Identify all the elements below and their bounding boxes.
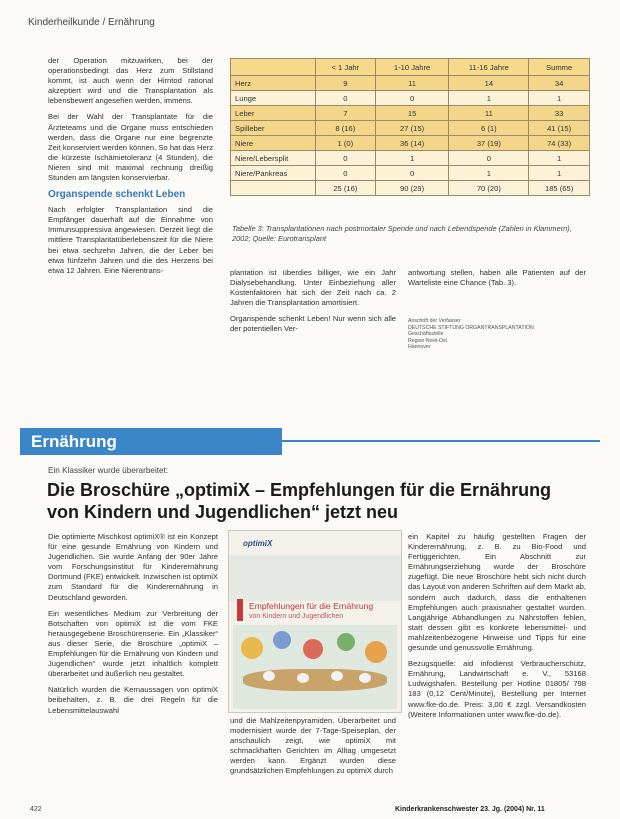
- table-row: [231, 166, 590, 181]
- paragraph: Ein wesentliches Medium zur Verbreitung der Botschaften von optimiX ist die vom FKE herausgegebene Broschürenserie. Ein „Klassiker“ aus dieser Serie, die Broschüre „optimiX – Empfehlungen für die Ernährung von Kindern und Jugendlichen“ wurde jetzt inhaltlich komplett überarbeitet und äußerlich neu gestaltet.: [48, 608, 218, 679]
- paragraph: Nach erfolgter Transplantation sind die Empfänger dauerhaft auf die Einnahme von Immunsuppressiva angewiesen. Derzeit liegt die mittlere Transplantatüberlebenszeit für die Niere bei etwa sechzehn Jahren, die der Leber bei etwa fünfzehn Jahren und die des Herzens bei etwa 12 Jahren. Eine Nierentrans-: [48, 205, 213, 275]
- table-header-cell: Summe: [529, 59, 590, 76]
- table-cell: 90 (29): [375, 181, 449, 196]
- table-cell: 1 (0): [316, 136, 376, 151]
- table-cell: 70 (20): [449, 181, 529, 196]
- nutrition-column-2: [230, 716, 396, 783]
- table-header-cell: < 1 Jahr: [316, 59, 376, 76]
- table-cell: 1: [449, 166, 529, 181]
- paragraph: Bezugsquelle: aid infodienst Verbraucherschutz, Ernährung, Landwirtschaft e. V., 53168 Ludwigshafen. Bestellung per Hotline 01805/ 798 183 (0,12 Cent/Minute), Bestellung per Internet www.fke-do.de. Preis: 3,00 € zzgl. Versandkosten (Weitere Informationen unter www.fke-do.de).: [408, 659, 586, 719]
- table-cell: 9: [316, 76, 376, 91]
- paragraph: Organspende schenkt Leben! Nur wenn sich alle der potentiellen Ver-: [230, 314, 396, 334]
- table-header-cell: 11-16 Jahre: [449, 59, 529, 76]
- table-cell: 8 (16): [316, 121, 376, 136]
- paragraph: Die optimierte Mischkost optimiX® ist ein Konzept für eine gesunde Ernährung von Kindern und Jugendlichen. Sie wurde Anfang der 90er Jahre vom Forschungsinstitut für Kinderernährung Dortmund (FKE) entwickelt. Inzwischen ist optimiX zum Standard für die Kinderernährung in Deutschland geworden.: [48, 532, 218, 602]
- table-header-cell: 1-10 Jahre: [375, 59, 449, 76]
- table-row-label: Niere/Lebersplit: [231, 151, 316, 166]
- running-head: Kinderheilkunde / Ernährung: [28, 17, 155, 28]
- plate-icon: [359, 673, 371, 683]
- table-cell: 0: [375, 166, 449, 181]
- table-row: [231, 181, 590, 196]
- kicker: Ein Klassiker wurde überarbeitet:: [48, 466, 169, 475]
- table-cell: 6 (1): [449, 121, 529, 136]
- article-column-1: [48, 56, 213, 282]
- nutrition-column-3: [408, 532, 586, 726]
- section-rule: [282, 440, 600, 442]
- child-figure-icon: [303, 639, 323, 659]
- article-column-2: [230, 268, 396, 341]
- table-cell: 14: [449, 76, 529, 91]
- child-figure-icon: [241, 637, 263, 659]
- paragraph: und die Mahlzeitenpyramiden. Überarbeitet und modernisiert wurde der 7-Tage-Speiseplan, der anschaulich zeigt, wie optimiX mit schmackhaften Gerichten im Alltag umgesetzt werden kann. Ergänzt wurden diese grundsätzlichen Empfehlungen zu optimiX durch: [230, 716, 396, 776]
- table-cell: 34: [529, 76, 590, 91]
- table-cell: 25 (16): [316, 181, 376, 196]
- paragraph: plantation ist überdies billiger, wie ein Jahr Dialysebehandlung. Unter Einbeziehung aller Kostenfaktoren hat sich der Zeit nach ca. 2 Jahren die Transplantation amortisiert.: [230, 268, 396, 308]
- table-cell: 41 (15): [529, 121, 590, 136]
- table-cell: 27 (15): [375, 121, 449, 136]
- table-row: [231, 91, 590, 106]
- author-address: Anschrift der Verfasser DEUTSCHE STIFTUNG ORGANTRANSPLANTATION Geschäftsstelle Region Nord-Ost Hannover: [408, 318, 534, 351]
- table-cell: 0: [375, 91, 449, 106]
- paragraph: antwortung stellen, haben alle Patienten auf der Warteliste eine Chance (Tab. 3).: [408, 268, 586, 288]
- transplant-table: [230, 58, 590, 196]
- table-row-label: Niere: [231, 136, 316, 151]
- brochure-subtitle: von Kindern und Jugendlichen: [249, 613, 344, 620]
- table-row-label: Spilleber: [231, 121, 316, 136]
- table-header-cell: [231, 59, 316, 76]
- table-cell: 74 (33): [529, 136, 590, 151]
- table-cell: 0: [449, 151, 529, 166]
- brochure-illustration: [233, 625, 397, 709]
- table-row: [231, 136, 590, 151]
- table-cell: 1: [375, 151, 449, 166]
- table-body: [231, 76, 590, 196]
- brochure-logo: optimiX: [243, 539, 273, 548]
- headline: Die Broschüre „optimiX – Empfehlungen für die Ernährung von Kindern und Jugendlichen“ jetzt neu: [47, 480, 552, 522]
- journal-footer: Kinderkrankenschwester 23. Jg. (2004) Nr. 11: [395, 806, 545, 813]
- table-cell: 1: [529, 151, 590, 166]
- section-title: Ernährung: [31, 432, 117, 451]
- table-row-label: Lunge: [231, 91, 316, 106]
- table-cell: 185 (65): [529, 181, 590, 196]
- paragraph: der Operation mitzuwirken, bei der operationsbedingt das Herz zum Stillstand kommt, ist auch wenn der Hirntod rational akzeptiert wird und die Transplantation als lebensbewert angesehen werden, immens.: [48, 56, 213, 106]
- paragraph: Bei der Wahl der Transplantate für die Ärzteteams und die Organe muss entschieden werden, dass die Organe nur eine begrenzte Zeit konserviert werden können. So hat das Herz die kürzeste Ischämietoleranz (4 Stunden), die Nieren sind mit maximal rechnung dreißig Stunden am längsten konservierbar.: [48, 112, 213, 183]
- table-cell: 37 (19): [449, 136, 529, 151]
- table-cell: 36 (14): [375, 136, 449, 151]
- table-row: [231, 76, 590, 91]
- table-row: [231, 106, 590, 121]
- table-cell: 1: [449, 91, 529, 106]
- child-figure-icon: [273, 631, 291, 649]
- brochure-band: [229, 555, 401, 601]
- paragraph: ein Kapitel zu häufig gestellten Fragen der Kinderernährung, z. B. zu Bio-Food und Fertiggerichten. Ein Abschnitt zur Ernährungserziehung wurde der Broschüre zugefügt. Die neue Broschüre hebt sich nicht durch das Layout von anderen Schriften auf dem Markt ab, sondern auch dadurch, dass die enthaltenen Empfehlungen auch praxisnaher gestaltet wurden. Langjährige Abhandlungen zu Nährstoffen fehlen, statt dessen gibt es konkrete lebensmittel- und mahlzeitenbezogene Hinweise und Tipps für eine gesunde und genussvolle Ernährung.: [408, 532, 586, 653]
- brochure-cover-image: [228, 530, 402, 713]
- table-row: [231, 121, 590, 136]
- table-caption: Tabelle 3: Transplantationen nach postmortaler Spende und nach Lebendspende (Zahlen in Klammern), 2002; Quelle: Eurotransplant: [232, 224, 572, 243]
- child-figure-icon: [337, 633, 355, 651]
- paragraph: Natürlich wurden die Kernaussagen von optimiX beibehalten, z. B. die drei Regeln für die Lebensmittelauswahl: [48, 685, 218, 715]
- nutrition-column-1: [48, 532, 218, 722]
- table-cell: 1: [529, 166, 590, 181]
- table-row-label: Herz: [231, 76, 316, 91]
- article-column-3: [408, 268, 586, 294]
- child-figure-icon: [365, 641, 387, 663]
- brochure-title: Empfehlungen für die Ernährung: [249, 601, 374, 611]
- plate-icon: [297, 673, 309, 683]
- table-header-row: [231, 59, 590, 76]
- table-cell: 11: [375, 76, 449, 91]
- table-cell: 0: [316, 91, 376, 106]
- table-row-label: Niere/Pankreas: [231, 166, 316, 181]
- table-cell: 15: [375, 106, 449, 121]
- table-cell: 1: [529, 91, 590, 106]
- table-cell: 0: [316, 151, 376, 166]
- table-cell: 11: [449, 106, 529, 121]
- section-subheading: Organspende schenkt Leben: [48, 189, 186, 201]
- brochure-accent: [237, 599, 243, 621]
- table-cell: 0: [316, 166, 376, 181]
- table-cell: 33: [529, 106, 590, 121]
- plate-icon: [331, 671, 343, 681]
- table-row-label: Leber: [231, 106, 316, 121]
- table-row: [231, 151, 590, 166]
- page-number: 422: [30, 806, 42, 813]
- table-cell: 7: [316, 106, 376, 121]
- table-row-label: [231, 181, 316, 196]
- plate-icon: [263, 671, 275, 681]
